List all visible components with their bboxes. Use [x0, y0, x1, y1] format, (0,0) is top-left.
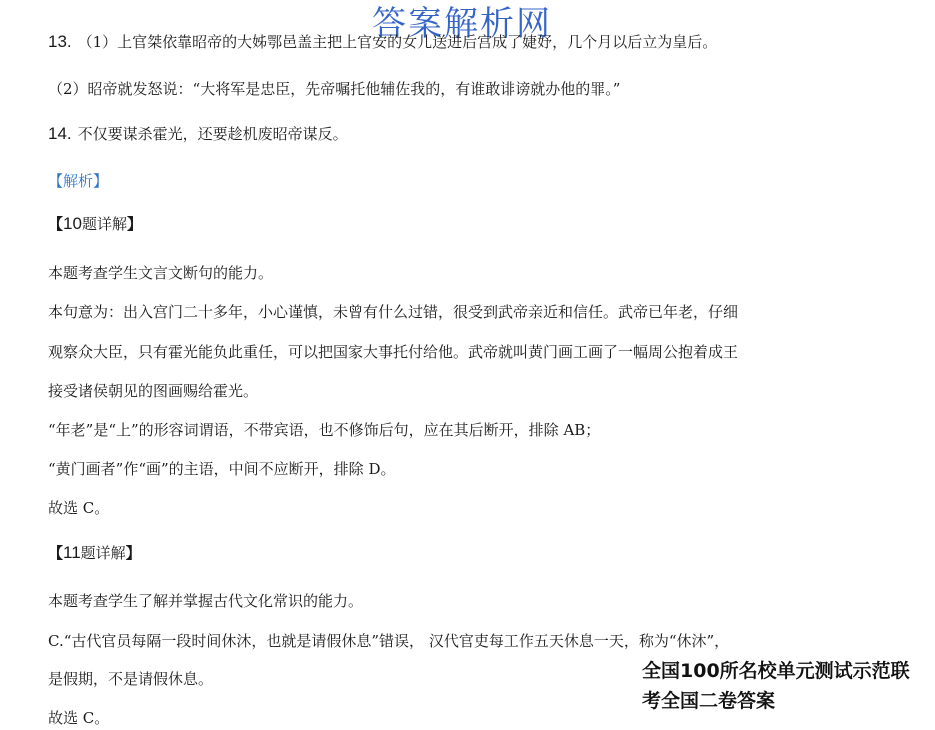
q11-heading: [48, 543, 141, 563]
bracket-open: 【: [48, 215, 64, 233]
q10-line: 接受诸侯朝见的图画赐给霍光。: [48, 382, 259, 400]
q10-line: “年老”是“上”的形容词谓语，不带宾语，也不修饰后句，应在其后断开，排除 AB；: [48, 421, 601, 439]
heading-title: 题详解: [81, 215, 127, 233]
question-number: 13.: [48, 32, 72, 51]
q10-line: 故选 C。: [48, 499, 110, 517]
heading-number: 10: [63, 214, 82, 233]
heading-title: 题详解: [80, 544, 126, 562]
watermark-bottom-line2: 考全国二卷答案: [642, 690, 776, 712]
q11-line: 是假期，不是请假休息。: [48, 670, 214, 688]
watermark-top: 答案解析网: [372, 4, 552, 44]
watermark-bottom-line1: 全国100所名校单元测试示范联: [642, 660, 910, 682]
q11-line: 故选 C。: [48, 709, 110, 727]
q10-heading: [48, 214, 142, 234]
bracket-close: 】: [125, 544, 141, 562]
q10-line: 本题考查学生文言文断句的能力。: [48, 264, 274, 282]
q11-line: C.“古代官员每隔一段时间休沐，也就是请假休息”错误， 汉代官吏每工作五天休息一天，称为“休沐”，: [48, 632, 730, 650]
answer-text: 不仅要谋杀霍光，还要趁机废昭帝谋反。: [77, 125, 348, 143]
bracket-open: 【: [48, 544, 64, 562]
heading-number: 11: [63, 543, 81, 562]
q11-line: 本题考查学生了解并掌握古代文化常识的能力。: [48, 592, 364, 610]
answer-13-part2: （2）昭帝就发怒说：“大将军是忠臣，先帝嘱托他辅佐我的，有谁敢诽谤就办他的罪。”: [48, 80, 621, 98]
answer-14: [48, 124, 348, 144]
question-number: 14.: [48, 124, 72, 143]
q10-line: 本句意为：出入宫门二十多年，小心谨慎，未曾有什么过错，很受到武帝亲近和信任。武帝已年老，仔细: [48, 303, 739, 321]
bracket-close: 】: [126, 215, 142, 233]
answer-13-part1: [48, 32, 717, 52]
analysis-label: 【解析】: [48, 172, 109, 190]
q10-line: 观察众大臣，只有霍光能负此重任，可以把国家大事托付给他。武帝就叫黄门画工画了一幅周公抱着成王: [48, 343, 739, 361]
q10-line: “黄门画者”作“画”的主语，中间不应断开，排除 D。: [48, 460, 396, 478]
answer-text: （1）上官桀依靠昭帝的大姊鄂邑盖主把上官安的女儿送进后宫成了婕妤，几个月以后立为皇后。: [77, 33, 718, 51]
